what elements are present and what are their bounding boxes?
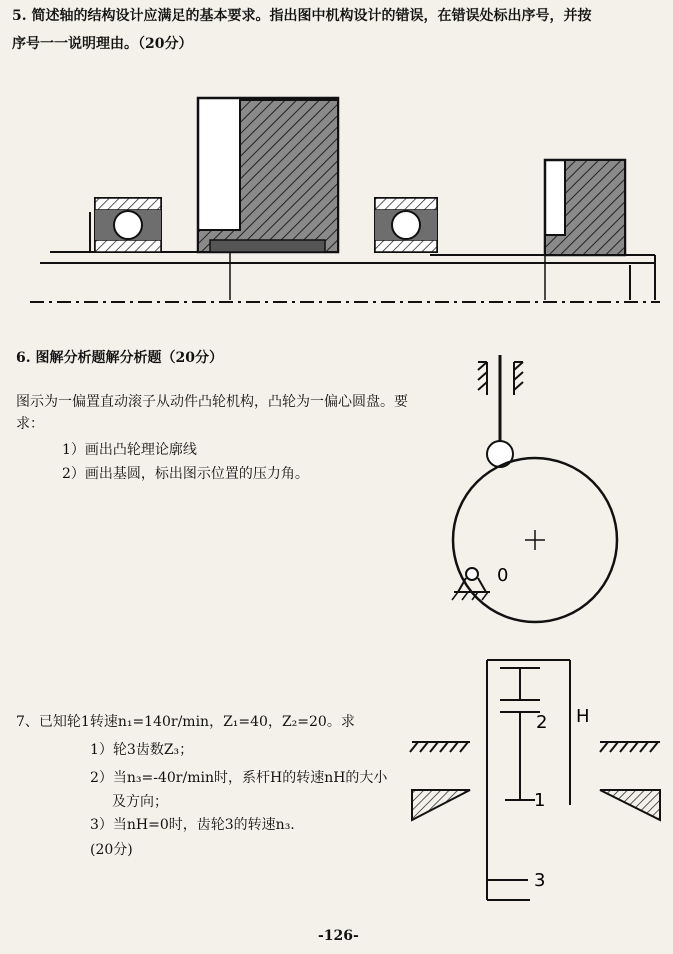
question-5-title: 5. 简述轴的结构设计应满足的基本要求。指出图中机构设计的错误，在错误处标出序号，并按 [12, 8, 592, 24]
question-6-title: 6. 图解分析题解分析题（20分） [16, 350, 223, 366]
question-7-item-1: 1）轮3齿数Z₃； [90, 742, 194, 758]
question-6-item-1: 1）画出凸轮理论廓线 [62, 442, 197, 458]
question-6-body-cont: 求： [16, 416, 44, 432]
question-7-score: (20分) [90, 842, 133, 858]
label-gear-3: 3 [534, 870, 546, 891]
question-7-item-3: 3）当nH=0时，齿轮3的转速n₃. [90, 817, 295, 833]
question-7-title: 7、已知轮1转速n₁=140r/min，Z₁=40，Z₂=20。求 [16, 714, 355, 730]
label-carrier-h: H [576, 706, 590, 727]
question-7-item-2-cont: 及方向； [112, 794, 168, 810]
question-6-item-2: 2）画出基圆，标出图示位置的压力角。 [62, 466, 309, 482]
planet-gear-2 [500, 668, 540, 800]
right-support [600, 742, 660, 820]
pivot-label-o: 0 [497, 565, 509, 586]
question-6-body: 图示为一偏置直动滚子从动件凸轮机构，凸轮为一偏心圆盘。要 [16, 394, 408, 410]
question-7-item-2: 2）当n₃=-40r/min时，系杆H的转速nH的大小 [90, 770, 388, 786]
label-gear-1: 1 [534, 790, 546, 811]
carrier-h [487, 660, 570, 900]
question-5-title-cont: 序号一一说明理由。（20分） [12, 36, 193, 52]
left-support [410, 742, 470, 820]
label-gear-2: 2 [536, 712, 548, 733]
page-number: -126- [318, 928, 359, 944]
